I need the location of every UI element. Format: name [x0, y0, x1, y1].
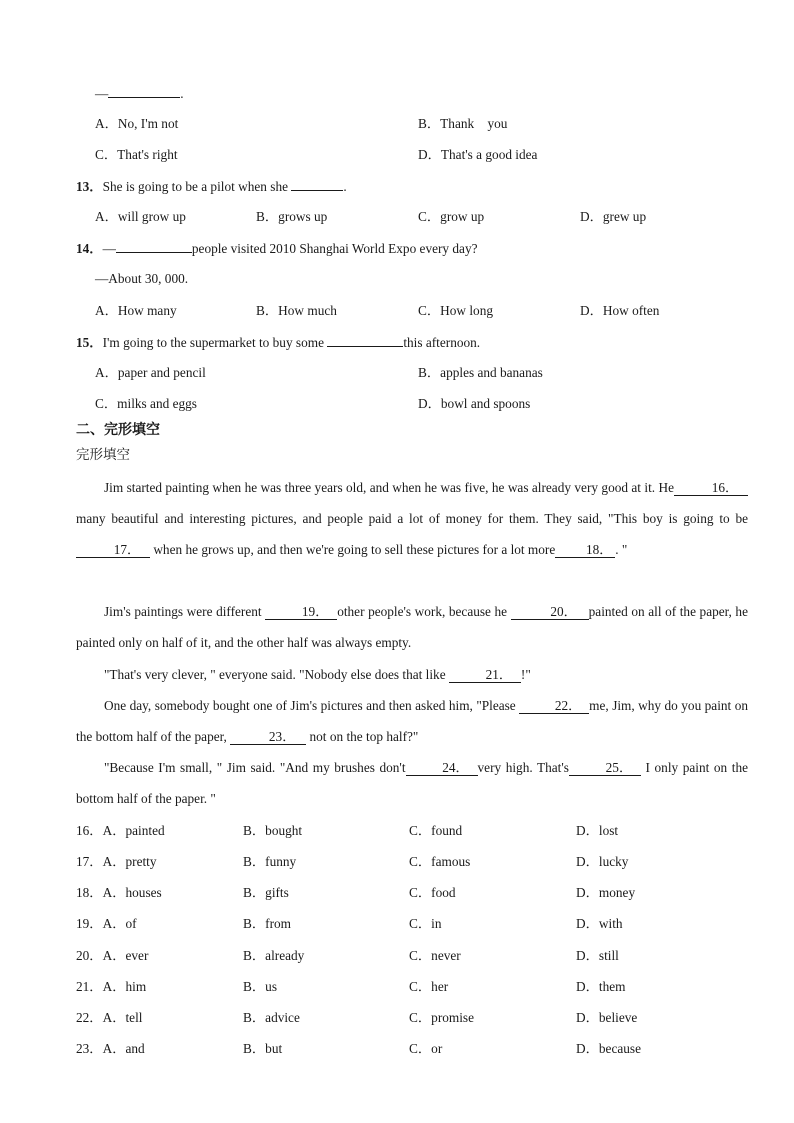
question-number: 15．	[76, 335, 103, 350]
question-number: 14．	[76, 241, 103, 256]
answer-20-c: C．never	[409, 948, 461, 963]
q14-answer-line: —About 30, 000.	[95, 271, 189, 286]
answer-18-c: C．food	[409, 885, 456, 900]
answer-number: 18．	[76, 885, 103, 900]
blank-18: 18．	[555, 542, 615, 558]
answer-17-d: D．lucky	[576, 854, 629, 869]
blank-25: 25．	[569, 760, 641, 776]
q15-option-d	[418, 395, 530, 413]
answer-16-c: C．found	[409, 823, 463, 838]
q13-option-c	[418, 208, 484, 226]
answer-row-18	[76, 884, 162, 902]
option-text: That's right	[117, 147, 178, 162]
answer-number: 23．	[76, 1041, 103, 1056]
blank-17: 17．	[76, 542, 150, 558]
q12-option-b	[418, 115, 507, 133]
q15-blank	[327, 333, 403, 347]
option-a: A．and	[102, 1041, 145, 1056]
passage-text: when he grows up, and then we're going to sell these pictures for a lot more	[150, 542, 556, 558]
passage-text: other people's work, because he	[337, 604, 511, 619]
option-letter: C．	[95, 396, 118, 411]
option-text: How many	[117, 303, 177, 318]
q13-blank	[291, 177, 343, 191]
blank-16: 16．	[674, 480, 748, 496]
option-text: That's a good idea	[440, 147, 538, 162]
option-letter: D．	[580, 303, 603, 318]
answer-22-d: D．believe	[576, 1010, 638, 1025]
answer-20-d: D．still	[576, 948, 619, 963]
passage-text: !"	[520, 667, 531, 682]
q12-end: .	[180, 86, 184, 101]
blank-23: 23．	[230, 729, 306, 745]
passage-paragraph-2	[76, 596, 748, 658]
q15-stem-text: I'm going to the supermarket to buy some	[102, 335, 328, 350]
option-letter: A．	[95, 116, 118, 131]
answer-number: 16．	[76, 823, 103, 838]
answer-number: 19．	[76, 916, 103, 931]
answer-number: 22．	[76, 1010, 103, 1025]
answer-number: 17．	[76, 854, 103, 869]
answer-row-17	[76, 853, 157, 871]
option-letter: B．	[256, 209, 279, 224]
passage-paragraph-3	[76, 659, 748, 690]
answer-number: 20．	[76, 948, 103, 963]
q13-option-a	[95, 208, 186, 226]
option-text: grow up	[440, 209, 485, 224]
answer-18-d: D．money	[576, 885, 636, 900]
blank-20: 20．	[511, 604, 589, 620]
option-a: A．of	[102, 916, 137, 931]
passage-text: Jim started painting when he was three years old, and when he was five, he was already very good at it. He	[104, 480, 674, 495]
passage-text: "That's very clever, " everyone said. "Nobody else does that like	[104, 667, 449, 682]
question-number: 13．	[76, 179, 103, 194]
option-text: Thank you	[440, 116, 508, 131]
option-text: How often	[602, 303, 660, 318]
q14-option-d	[580, 302, 659, 320]
option-text: How long	[440, 303, 493, 318]
answer-19-b: B．from	[243, 916, 292, 931]
option-letter: B．	[418, 116, 441, 131]
passage-text: Jim's paintings were different	[104, 604, 266, 619]
option-text: grew up	[602, 209, 647, 224]
passage-paragraph-5	[76, 752, 748, 814]
q12-option-a	[95, 115, 178, 133]
q13-option-d	[580, 208, 646, 226]
passage-text: me, Jim, why do you paint on the bottom half of the paper,	[76, 698, 748, 745]
answer-21-b: B．us	[243, 979, 277, 994]
q14-stem	[76, 239, 478, 258]
option-text: paper and pencil	[117, 365, 206, 380]
passage-text: many beautiful and interesting pictures, and people paid a lot of money for them. They said, "This boy is going to be	[76, 511, 748, 527]
option-letter: B．	[256, 303, 279, 318]
option-letter: B．	[418, 365, 441, 380]
answer-20-b: B．already	[243, 948, 305, 963]
answer-22-b: B．advice	[243, 1010, 300, 1025]
option-a: A．ever	[102, 948, 149, 963]
q12-option-c	[95, 146, 178, 164]
option-text: milks and eggs	[117, 396, 197, 411]
passage-text: I only paint on the bottom half of the paper. "	[76, 760, 748, 807]
q14-option-c	[418, 302, 493, 320]
option-text: grows up	[278, 209, 328, 224]
passage-text: . "	[615, 542, 628, 558]
answer-19-c: C．in	[409, 916, 442, 931]
q12-option-d	[418, 146, 537, 164]
answer-17-c: C．famous	[409, 854, 471, 869]
q15-stem	[76, 333, 480, 352]
option-letter: D．	[418, 147, 441, 162]
answer-23-c: C．or	[409, 1041, 443, 1056]
q13-stem-end: .	[343, 179, 347, 194]
answer-21-c: C．her	[409, 979, 449, 994]
option-a: A．him	[102, 979, 147, 994]
section-heading: 二、完形填空	[76, 422, 160, 438]
option-letter: C．	[95, 147, 118, 162]
answer-row-23	[76, 1040, 145, 1058]
q12-blank	[108, 84, 180, 98]
q14-dash: —	[102, 241, 116, 256]
answer-16-d: D．lost	[576, 823, 619, 838]
option-letter: D．	[580, 209, 603, 224]
option-letter: A．	[95, 303, 118, 318]
passage-paragraph-4	[76, 690, 748, 752]
answer-number: 21．	[76, 979, 103, 994]
q14-blank	[116, 239, 192, 253]
q14-stem-text: people visited 2010 Shanghai World Expo every day?	[191, 241, 478, 256]
passage-text: painted on all of the paper, he painted only on half of it, and the other half was always empty.	[76, 604, 748, 651]
q13-option-b	[256, 208, 327, 226]
option-text: bowl and spoons	[440, 396, 531, 411]
answer-19-d: D．with	[576, 916, 623, 931]
blank-19: 19．	[265, 604, 337, 620]
q15-option-a	[95, 364, 206, 382]
blank-24: 24．	[406, 760, 478, 776]
q12-stem	[95, 84, 184, 103]
blank-21: 21．	[449, 667, 521, 683]
q15-option-b	[418, 364, 543, 382]
option-text: How much	[278, 303, 337, 318]
option-a: A．houses	[102, 885, 162, 900]
option-letter: A．	[95, 209, 118, 224]
option-letter: C．	[418, 303, 441, 318]
q13-stem	[76, 177, 347, 196]
option-text: apples and bananas	[440, 365, 543, 380]
answer-row-22	[76, 1009, 142, 1027]
answer-23-b: B．but	[243, 1041, 283, 1056]
option-letter: D．	[418, 396, 441, 411]
answer-row-21	[76, 978, 146, 996]
q13-stem-text: She is going to be a pilot when she	[102, 179, 292, 194]
q14-option-b	[256, 302, 337, 320]
answer-17-b: B．funny	[243, 854, 297, 869]
option-letter: C．	[418, 209, 441, 224]
q12-dash: —	[95, 86, 109, 101]
q14-option-a	[95, 302, 177, 320]
passage-text: One day, somebody bought one of Jim's pictures and then asked him, "Please	[104, 698, 520, 713]
answer-row-16	[76, 822, 165, 840]
option-letter: A．	[95, 365, 118, 380]
q15-stem-end: this afternoon.	[403, 335, 481, 350]
passage-paragraph-1	[76, 472, 748, 566]
q15-option-c	[95, 395, 197, 413]
passage-text: not on the top half?"	[306, 729, 419, 745]
option-a: A．painted	[102, 823, 165, 838]
blank-22: 22．	[519, 698, 589, 714]
answer-row-20	[76, 947, 148, 965]
passage-text: very high. That's	[477, 760, 569, 775]
answer-row-19	[76, 915, 137, 933]
option-text: No, I'm not	[117, 116, 179, 131]
option-text: will grow up	[117, 209, 186, 224]
answer-23-d: D．because	[576, 1041, 641, 1056]
answer-18-b: B．gifts	[243, 885, 289, 900]
option-a: A．tell	[102, 1010, 143, 1025]
passage-text: "Because I'm small, " Jim said. "And my brushes don't	[104, 760, 406, 775]
answer-22-c: C．promise	[409, 1010, 475, 1025]
option-a: A．pretty	[102, 854, 157, 869]
answer-21-d: D．them	[576, 979, 626, 994]
section-subheading: 完形填空	[76, 447, 130, 463]
answer-16-b: B．bought	[243, 823, 303, 838]
